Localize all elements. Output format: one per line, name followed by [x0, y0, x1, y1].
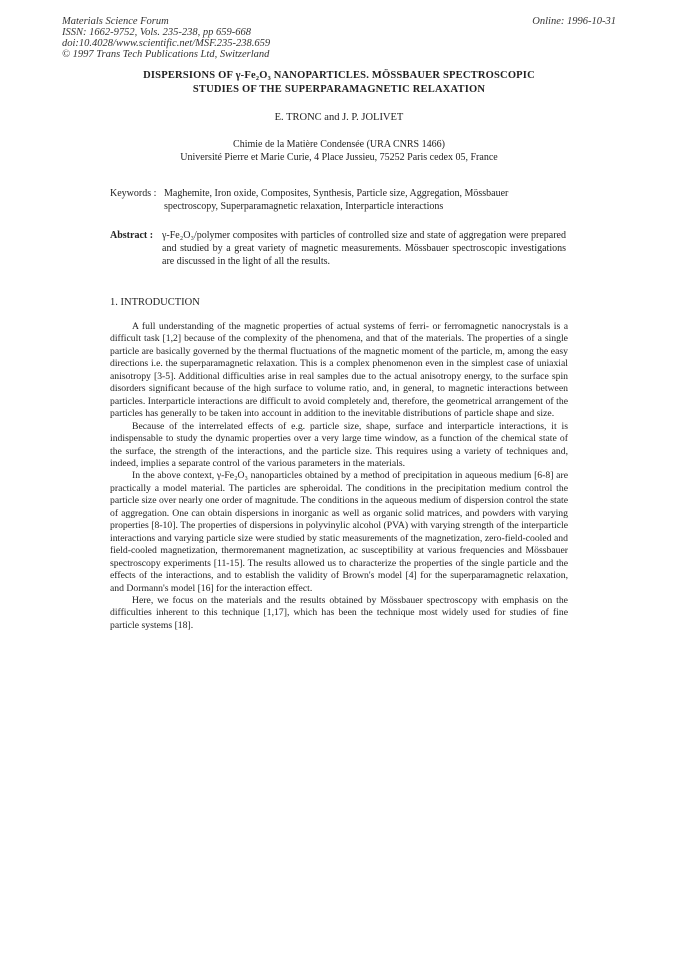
authors: E. TRONC and J. P. JOLIVET [274, 112, 404, 123]
keywords-text: Maghemite, Iron oxide, Composites, Synthesis, Particle size, Aggregation, Mössbauer spectroscopy, Superparamagnetic relaxation, Interparticle interactions [164, 188, 509, 212]
paragraph: A full understanding of the magnetic properties of actual systems of ferri- or ferromagnetic nanocrystals is a difficult task [1,2] because of the complexity of the phenomena, and that of the materials. The properties of a single particle are basically governed by the thermal fluctuations of the magnetic moment of the particle, m, among the easy directions i.e. the superparamagnetic relaxation. This is a complex phenomenon even in the simplest case of uniaxial anisotropy [3-5]. Additional difficulties arise in real samples due to the actual anisotropy energy, to the surface spin disorders significant because of the high surface to volume ratio, and, in general, to magnetic interactions between particles. Interparticle interactions are difficult to avoid completely and, therefore, the geometrical arrangement of the particles has generally to be taken into account in addition to the inevitable distributions of particle shape and size. [110, 321, 568, 420]
paragraph: In the above context, γ-Fe₂O₃ nanoparticles obtained by a method of precipitation in aqueous medium [6-8] are practically a model material. The particles are spheroidal. The conditions in the precipitation medium control the particle size over nearly one order of magnitude. The conditions in the aqueous medium of dispersion control the state of aggregation. One can obtain dispersions in inorganic as well as organic solid matrices, and powders with varying properties [8-10]. The properties of dispersions in polyvinylic alcohol (PVA) with varying strength of the interparticle interactions and varying particle size were studied by static measurements of the magnetization, zero-field-cooled and field-cooled magnetization, thermoremanent magnetization, ac susceptibility at various frequencies and Mössbauer spectroscopy experiments [11-15]. The results allowed us to characterize the properties of the single particle and the effects of the interactions, and to establish the validity of Brown's model [4] for the superparamagnetic relaxation, and Dormann's model [16] for the interaction effect. [110, 470, 568, 594]
doi-line[interactable]: doi:10.4028/www.scientific.net/MSF.235-238.659 [62, 38, 271, 49]
affiliation-line-1: Chimie de la Matière Condensée (URA CNRS 1466) [233, 139, 445, 150]
title-line-1: DISPERSIONS OF γ-Fe₂O₃ NANOPARTICLES. MÖSSBAUER SPECTROSCOPIC [143, 70, 535, 81]
online-date: Online: 1996-10-31 [532, 16, 616, 27]
paragraph: Here, we focus on the materials and the results obtained by Mössbauer spectroscopy with emphasis on the difficulties inherent to this technique [1,17], which has been the technique most widely used for studies of fine particle systems [18]. [110, 594, 568, 631]
journal-name: Materials Science Forum [62, 16, 169, 27]
paragraph: Because of the interrelated effects of e.g. particle size, shape, surface and interparticle interactions, it is indispensable to study the dynamic properties over a very large time window, as a function of the chemical state of the surface, the strength of the interactions, and the particle size. This requires using a variety of techniques and, indeed, implies a separate control of the various parameters in the materials. [110, 420, 568, 469]
abstract-label: Abstract : [110, 230, 154, 241]
issn-line: ISSN: 1662-9752, Vols. 235-238, pp 659-668 [62, 27, 251, 38]
keywords-label: Keywords : [110, 188, 157, 199]
copyright-line: © 1997 Trans Tech Publications Ltd, Switzerland [62, 49, 270, 60]
keywords [110, 187, 568, 213]
paper-title [70, 69, 608, 97]
abstract [110, 229, 568, 268]
abstract-text: γ-Fe₂O₃/polymer composites with particles of controlled size and state of aggregation were prepared and studied by a great variety of magnetic measurements. Mössbauer spectroscopic investigations are discussed in the light of all the results. [162, 230, 566, 267]
affiliation-line-2: Université Pierre et Marie Curie, 4 Place Jussieu, 75252 Paris cedex 05, France [180, 152, 498, 163]
affiliation [0, 138, 678, 164]
body-text [110, 321, 568, 632]
publication-header [62, 16, 616, 60]
section-heading: 1. INTRODUCTION [110, 297, 200, 308]
title-line-2: STUDIES OF THE SUPERPARAMAGNETIC RELAXATION [192, 84, 486, 95]
